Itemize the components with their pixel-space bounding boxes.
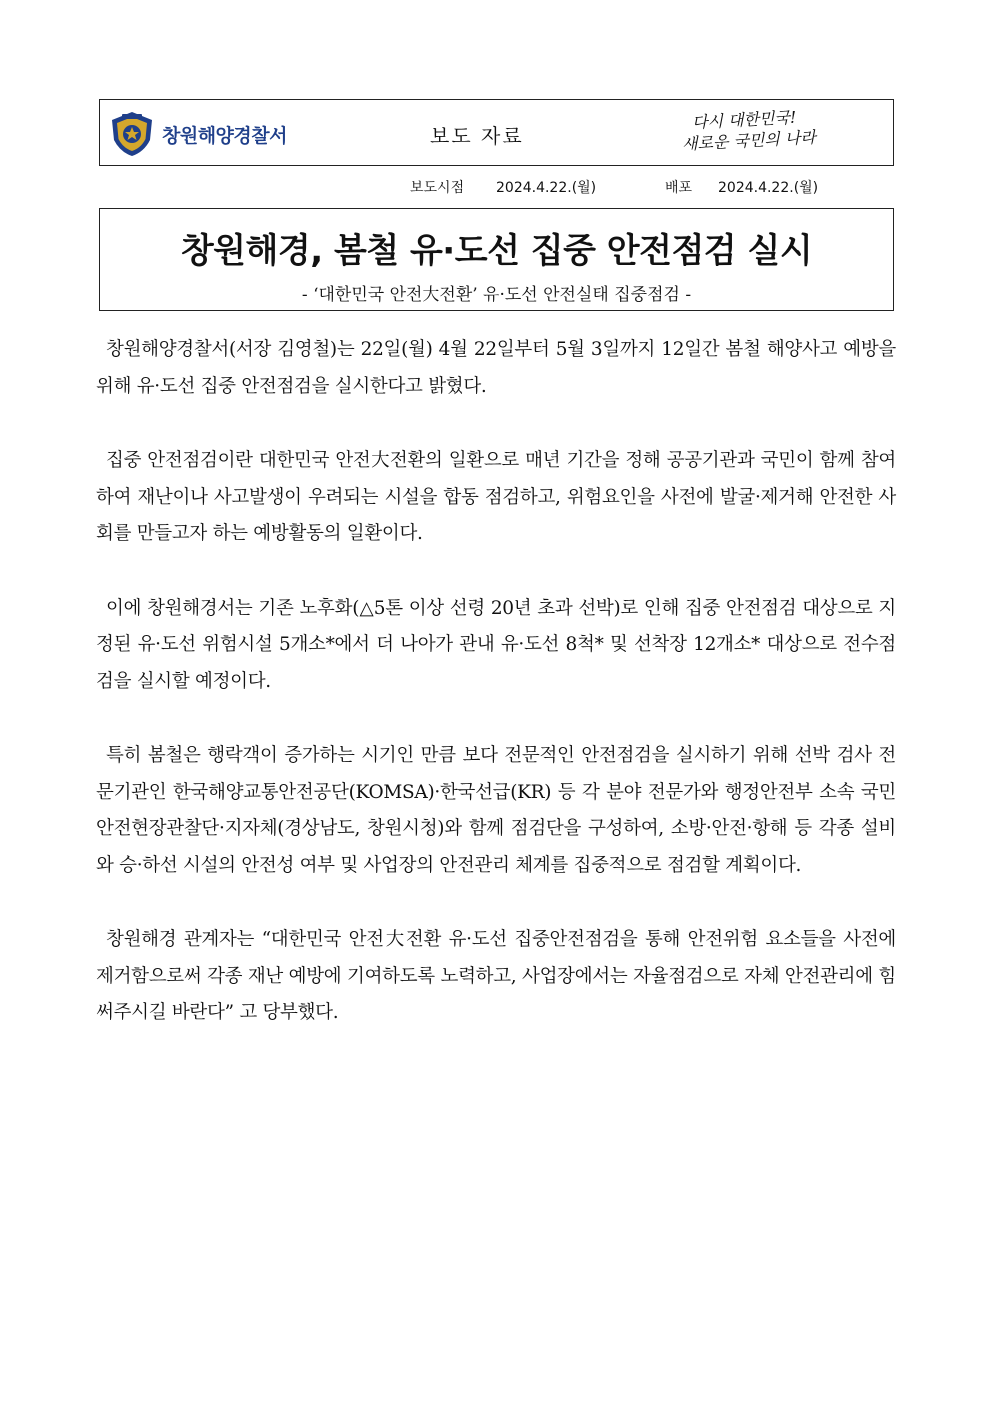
doc-type-label: 보도 자료: [430, 124, 524, 148]
slogan: [681, 107, 857, 154]
distribution-label: 배포: [665, 180, 693, 196]
title-box: [99, 208, 894, 311]
press-header: [99, 99, 894, 166]
article-body: [96, 332, 896, 1070]
paragraph: 이에 창원해경서는 기존 노후화(△5톤 이상 선령 20년 초과 선박)로 인해 집중 안전점검 대상으로 지정된 유·도선 위험시설 5개소*에서 더 나아가 관내 유·도선 8척* 및 선착장 12개소* 대상으로 전수점검을 실시할 예정이다.: [96, 597, 896, 692]
slogan-line2: 새로운 국민의 나라: [681, 127, 817, 154]
paragraph: 집중 안전점검이란 대한민국 안전大전환의 일환으로 매년 기간을 정해 공공기관과 국민이 함께 참여하여 재난이나 사고발생이 우려되는 시설을 합동 점검하고, 위험요인을 사전에 발굴·제거해 안전한 사회를 만들고자 하는 예방활동의 일환이다.: [96, 450, 896, 544]
sub-title: - ‘대한민국 안전大전환’ 유·도선 안전실태 집중점검 -: [301, 285, 692, 305]
distribution-value: 2024.4.22.(월): [718, 180, 819, 196]
main-title: 창원해경, 봄철 유·도선 집중 안전점검 실시: [180, 231, 813, 271]
slogan-line1: 다시 대한민국!: [691, 107, 797, 133]
paragraph: 창원해양경찰서(서장 김영철)는 22일(월) 4월 22일부터 5월 3일까지 12일간 봄철 해양사고 예방을 위해 유·도선 집중 안전점검을 실시한다고 밝혔다.: [96, 339, 896, 397]
paragraph: 특히 봄철은 행락객이 증가하는 시기인 만큼 보다 전문적인 안전점검을 실시하기 위해 선박 검사 전문기관인 한국해양교통안전공단(KOMSA)·한국선급(KR) 등 각 분야 전문가와 행정안전부 소속 국민안전현장관찰단·지자체(경상남도, 창원시청)와 함께 점검단을 구성하여, 소방·안전·항해 등 각종 설비와 승·하선 시설의 안전성 여부 및 사업장의 안전관리 체계를 집중적으로 점검할 계획이다.: [96, 745, 896, 876]
release-time-value: 2024.4.22.(월): [496, 180, 597, 196]
agency-name: 창원해양경찰서: [162, 124, 287, 147]
release-time-label: 보도시점: [410, 180, 465, 196]
paragraph: 창원해경 관계자는 “대한민국 안전大전환 유·도선 집중안전점검을 통해 안전위험 요소들을 사전에 제거함으로써 각종 재난 예방에 기여하도록 노력하고, 사업장에서는 자율점검으로 자체 안전관리에 힘써주시길 바란다” 고 당부했다.: [96, 929, 896, 1023]
agency-logo: [108, 110, 287, 158]
police-emblem-icon: [108, 110, 156, 158]
